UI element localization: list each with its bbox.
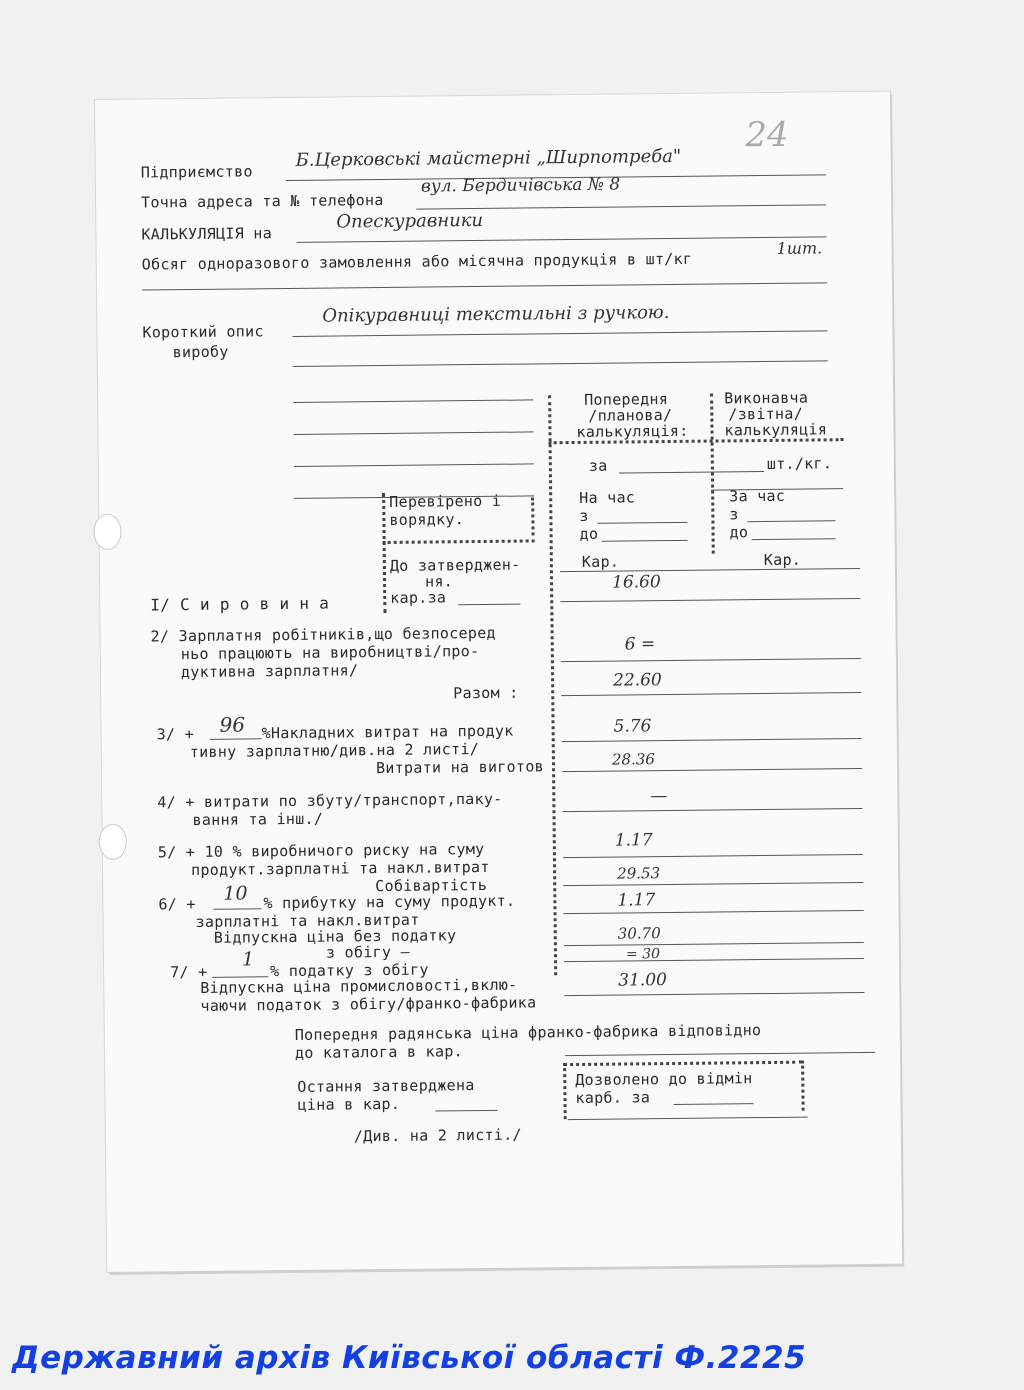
value-cell: 1.17 [617, 890, 656, 911]
kar-header: Кар. [763, 550, 802, 570]
row-profit: % прибутку на суму продукт. [263, 891, 516, 913]
unit-za: за [588, 456, 608, 475]
row-wages: дуктивна зарплатня/ [180, 661, 359, 682]
row-profit: зарплатні та накл.витрат [195, 910, 420, 931]
rule [747, 520, 835, 522]
cost-price: Собівартість [375, 875, 488, 896]
last-price: Остання затверджена [297, 1076, 475, 1096]
approve-label: кар.за [390, 588, 447, 607]
box-border [531, 497, 534, 535]
volume-value: 1шт. [776, 238, 823, 258]
exec-header: Виконавча [724, 388, 809, 408]
value-cell: 5.76 [613, 716, 652, 737]
rule [296, 236, 826, 243]
rule [563, 882, 863, 886]
row-raw-material: I/ С и р о в и н а [150, 593, 330, 615]
archive-caption: Державний архів Київської області Ф.2225 [12, 1340, 807, 1376]
rule [294, 463, 534, 467]
box-border [563, 1063, 567, 1119]
row-tax: % податку з обігу [270, 960, 429, 981]
allowed-label: карб. за [575, 1088, 651, 1108]
rule [561, 658, 861, 662]
rule [416, 204, 826, 209]
row-overhead: тивну зарплатню/див.на 2 листі/ [189, 740, 480, 762]
box-border [382, 493, 386, 613]
value-cell: = 30 [625, 946, 661, 963]
to-label: до [579, 524, 599, 543]
rule [562, 808, 862, 812]
to-label: до [729, 523, 749, 542]
rule [458, 604, 520, 606]
row-overhead: 3/ + [156, 724, 195, 744]
desc-label: виробу [172, 342, 229, 362]
approve-label: ня. [424, 572, 454, 591]
enterprise-label: Підприємство [140, 162, 253, 182]
value-cell: 22.60 [613, 670, 662, 691]
see-sheet-2: /Див. на 2 листі./ [353, 1125, 522, 1146]
rule [210, 738, 262, 740]
rule [564, 992, 864, 996]
sum-label: Разом : [453, 683, 519, 703]
prelim-header: Попередня [584, 390, 669, 409]
rule [562, 738, 862, 742]
punch-hole [99, 824, 127, 860]
value-cell: 6 = [624, 634, 656, 655]
document-sheet [95, 92, 902, 1272]
row-risk: продукт.зарплатні та накл.витрат [190, 857, 490, 880]
rule [597, 522, 687, 524]
na-chas: На час [579, 488, 636, 507]
corner-mark: 24 [745, 114, 789, 156]
calc-value: Опескуравники [336, 209, 484, 233]
desc-value: Опікуравниці текстильні з ручкою. [322, 301, 670, 327]
enterprise-value: Б.Церковські майстерні „Ширпотреба" [295, 145, 682, 171]
from-label: з [579, 506, 589, 525]
approve-label: До затверджен- [389, 555, 521, 575]
prev-price: Попередня радянська ціна франко-фабрика відповідно [294, 1021, 762, 1044]
checked-label: Перевірено і [389, 491, 502, 511]
rule [292, 330, 827, 337]
row-tax: 7/ + [170, 962, 208, 982]
prelim-header: /планова/ [588, 405, 673, 425]
punch-hole [93, 514, 121, 550]
from-label: з [729, 505, 739, 524]
prelim-header: калькуляція: [576, 421, 689, 441]
row-tax: чаючи податок з обігу/франко-фабрика [200, 993, 537, 1015]
rule [564, 910, 864, 914]
rule [436, 1110, 498, 1112]
row-wages: 2/ Зарплатня робітників,що безпосеред [150, 623, 496, 646]
unit-label: шт./кг. [766, 454, 833, 473]
allowed-label: Дозволено до відмін [575, 1069, 753, 1090]
rule [568, 1117, 808, 1121]
desc-label: Короткий опис [142, 322, 264, 342]
calc-label: КАЛЬКУЛЯЦІЯ на [141, 224, 273, 244]
exec-header: /звітна/ [728, 404, 804, 424]
row-tax: Відпускна ціна промисловості,вклю- [200, 975, 518, 997]
row-sales: 4/ + витрати по збуту/транспорт,паку- [157, 789, 503, 812]
production-cost: Витрати на виготов [375, 757, 545, 778]
row-profit: 6/ + [158, 894, 196, 914]
tax-percent: 1 [241, 948, 255, 971]
rule [619, 471, 764, 474]
row-overhead: %Накладних витрат на продук [261, 721, 514, 743]
column-divider [710, 394, 715, 554]
rule [213, 908, 261, 910]
rule [752, 538, 836, 540]
column-divider [548, 395, 557, 975]
za-chas: За час [729, 486, 786, 506]
rule [561, 692, 861, 696]
value-cell: 29.53 [617, 864, 661, 883]
rule [602, 540, 688, 542]
rule [674, 1103, 754, 1105]
checked-label: ворядку. [389, 510, 465, 529]
rule [293, 399, 533, 403]
last-price: ціна в кар. [297, 1094, 401, 1114]
address-value: вул. Бердичівська № 8 [420, 174, 621, 197]
box-border [801, 1061, 805, 1111]
rule [564, 958, 864, 962]
value-cell: 28.36 [611, 750, 655, 769]
kar-header: Кар. [581, 552, 620, 571]
rule [560, 598, 860, 602]
rule [142, 282, 827, 290]
rule [563, 854, 863, 858]
dotted-rule [563, 1061, 803, 1067]
row-wages: ньо працюють на виробництві/про- [180, 642, 480, 664]
volume-label: Обсяг одноразового замовлення або місячна продукція в шт/кг [141, 249, 693, 274]
rule [294, 431, 534, 435]
dotted-rule [383, 539, 535, 544]
exec-header: калькуляція [724, 420, 828, 440]
rule [293, 360, 828, 367]
value-cell: 1.17 [614, 830, 653, 851]
row-profit: Відпускна ціна без податку [213, 926, 457, 947]
value-cell: 31.00 [618, 970, 668, 991]
value-cell: 30.70 [617, 924, 661, 943]
rule [562, 768, 862, 772]
rule [564, 942, 864, 946]
row-risk: 5/ + 10 % виробничого риску на суму [157, 839, 485, 862]
rule [565, 1052, 875, 1056]
profit-percent: 10 [223, 882, 248, 905]
prev-price: до каталога в кар. [294, 1042, 464, 1062]
overhead-percent: 96 [219, 712, 246, 737]
row-sales: вання та інш./ [192, 809, 324, 830]
address-label: Точна адреса та № телефона [140, 190, 384, 212]
row-profit: з обігу – [325, 942, 411, 962]
value-cell: 16.60 [611, 572, 661, 593]
value-cell: — [650, 786, 668, 807]
